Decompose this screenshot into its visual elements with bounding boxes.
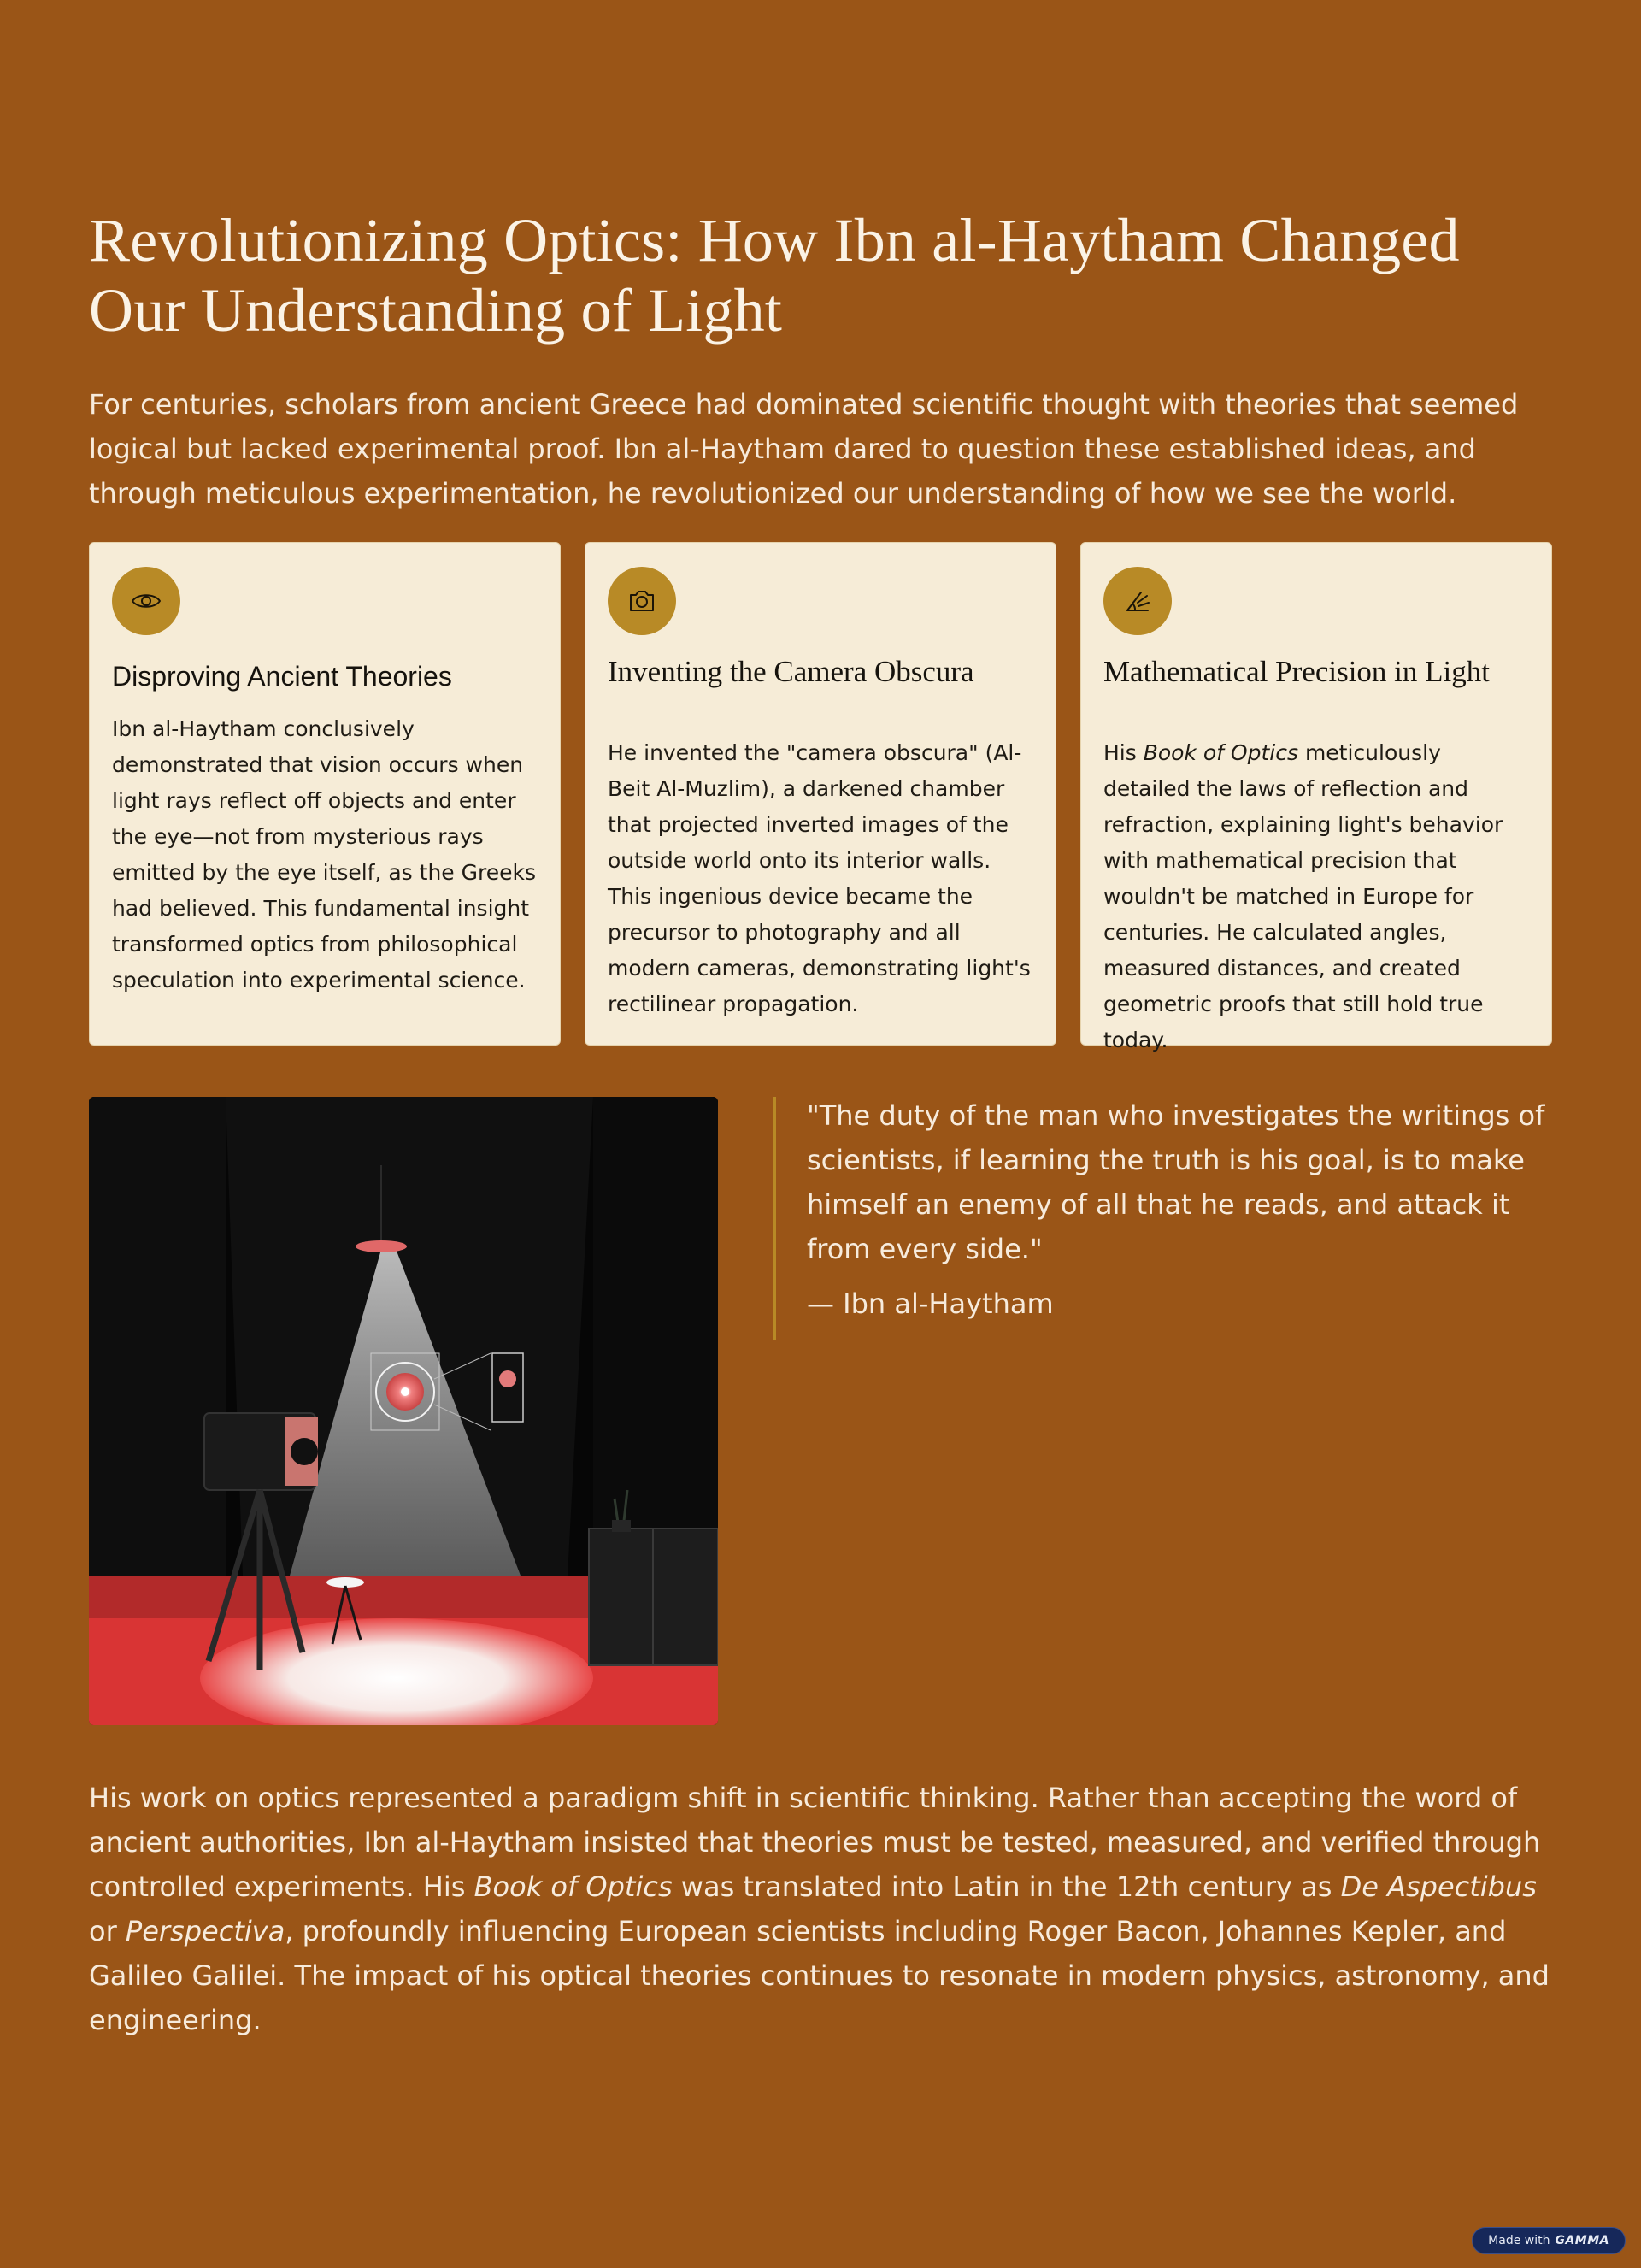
book-title-perspectiva: Perspectiva xyxy=(125,1915,285,1947)
book-title-book-of-optics: Book of Optics xyxy=(473,1870,673,1903)
badge-prefix: Made with xyxy=(1488,2234,1550,2247)
card-text: Ibn al-Haytham conclusively demonstrated that vision occurs when light rays reflect off objects and enter the eye—not from mysterious rays emitted by the eye itself, as the Greeks had believed. This fundamental insight transformed optics from philosophical speculation into experimental science. xyxy=(112,716,536,993)
feature-cards xyxy=(89,542,1552,1052)
card-text-suffix: meticulously detailed the laws of reflection and refraction, explaining light's behavior with mathematical precision that wouldn't be matched in Europe for centuries. He calculated angles, measured distances, and created geometric proofs that still hold true today. xyxy=(1103,740,1503,1052)
page-title: Revolutionizing Optics: How Ibn al-Haytham Changed Our Understanding of Light xyxy=(89,206,1460,345)
badge-brand: GAMMA xyxy=(1555,2234,1609,2247)
card-title: Inventing the Camera Obscura xyxy=(608,655,974,688)
camera-obscura-illustration xyxy=(89,1097,718,1725)
card-text-prefix: His xyxy=(1103,740,1144,765)
card-title: Disproving Ancient Theories xyxy=(112,661,452,692)
quote-block xyxy=(773,1097,1552,1340)
made-with-gamma-badge[interactable] xyxy=(1472,2227,1626,2254)
intro-paragraph: For centuries, scholars from ancient Greece had dominated scientific thought with theories that seemed logical but lacked experimental proof. Ibn al-Haytham dared to question these established ideas, and through meticulous experimentation, he revolutionized our understanding of how we see the world. xyxy=(89,388,1519,510)
closing-part-2: was translated into Latin in the 12th century as xyxy=(672,1870,1341,1903)
closing-part-1: His work on optics represented a paradigm shift in scientific thinking. Rather than accepting the word of ancient authorities, Ibn al-Haytham insisted that theories must be tested, measured, and verified through controlled experiments. His xyxy=(89,1782,1541,1903)
camera-icon xyxy=(608,567,676,635)
card-mathematical-precision xyxy=(1080,542,1552,1052)
quote-author: — Ibn al-Haytham xyxy=(807,1287,1054,1320)
book-title: Book of Optics xyxy=(1143,740,1298,765)
card-camera-obscura xyxy=(585,542,1056,1046)
card-text xyxy=(1103,735,1534,1058)
card-title: Mathematical Precision in Light xyxy=(1103,655,1490,688)
closing-part-4: , profoundly influencing European scientists including Roger Bacon, Johannes Kepler, and Galileo Galilei. The impact of his optical theories continues to resonate in modern physics, astronomy, and engineering. xyxy=(89,1915,1550,2036)
book-title-de-aspectibus: De Aspectibus xyxy=(1340,1870,1537,1903)
eye-icon xyxy=(112,567,180,635)
quote-text: "The duty of the man who investigates the writings of scientists, if learning the truth is his goal, is to make himself an enemy of all that he reads, and attack it from every side." xyxy=(807,1099,1545,1265)
card-disproving-ancient-theories xyxy=(89,542,561,1046)
angle-icon xyxy=(1103,567,1172,635)
card-text: He invented the "camera obscura" (Al-Beit Al-Muzlim), a darkened chamber that projected inverted images of the outside world onto its interior walls. This ingenious device became the precursor to photography and all modern cameras, demonstrating light's rectilinear propagation. xyxy=(608,740,1031,1016)
closing-part-3: or xyxy=(89,1915,126,1947)
closing-paragraph xyxy=(89,1776,1552,2042)
